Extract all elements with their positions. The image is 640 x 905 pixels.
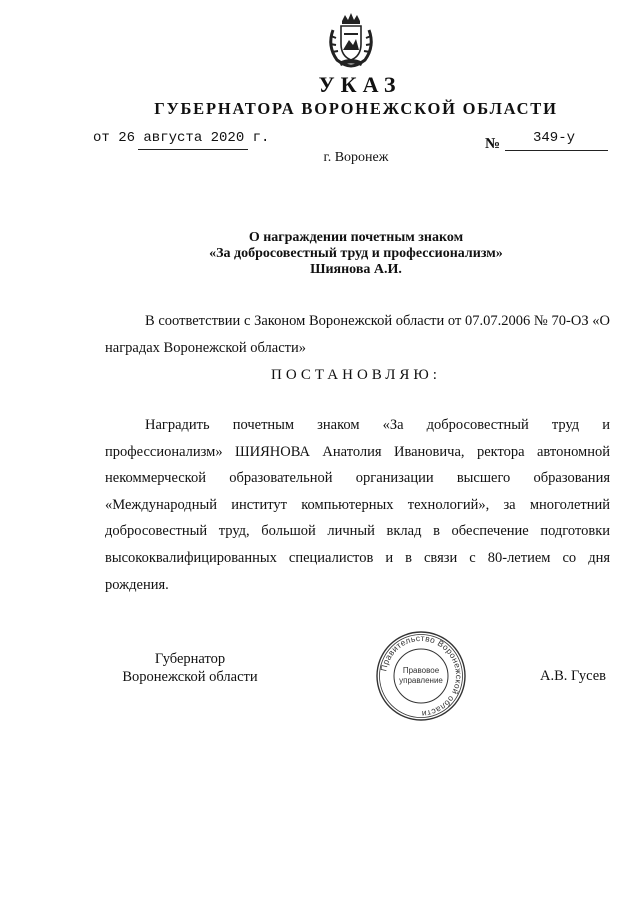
document-subtitle: ГУБЕРНАТОРА ВОРОНЕЖСКОЙ ОБЛАСТИ: [154, 99, 558, 118]
stamp-inner-line: Правовое: [402, 666, 440, 675]
signatory-position: [105, 650, 275, 686]
stamp-outer-text: Правительство Воронежской области: [378, 632, 465, 720]
resolution-word: ПОСТАНОВЛЯЮ:: [271, 367, 441, 383]
document-subject: [0, 230, 640, 278]
city: г. Воронеж: [323, 150, 389, 165]
subject-line: Шиянова А.И.: [310, 262, 402, 277]
position-line: Губернатор: [154, 651, 226, 667]
signatory-name: А.В. Гусев: [540, 668, 606, 684]
decree-text: Наградить почетным знаком «За добросовестный труд и профессионализм» ШИЯНОВА Анатолия Ивановича, ректора автономной некоммерческой образовательной организации высшего образования «Международный институт компьютерных технологий», за многолетний добросовестный труд, большой личный вклад в обеспечение подготовки высококвалифицированных специалистов и в связи с 80-летием со дня рождения.: [105, 417, 610, 593]
number-label: №: [485, 136, 501, 152]
coat-of-arms-icon: [325, 12, 377, 68]
stamp-inner-line: управление: [399, 676, 443, 685]
document-number: 349-у: [533, 130, 576, 146]
subject-line: «За добросовестный труд и профессионализм»: [209, 246, 503, 261]
date-field: [93, 130, 269, 146]
preamble: [105, 308, 610, 361]
decree-body: [105, 412, 610, 598]
date-text: от 26 августа 2020 г.: [93, 130, 270, 146]
subject-line: О награждении почетным знаком: [248, 230, 464, 245]
preamble-text: В соответствии с Законом Воронежской области от 07.07.2006 № 70-ОЗ «О наградах Воронежской области»: [105, 313, 610, 356]
document-title: УКАЗ: [318, 72, 402, 97]
stamp-seal: [375, 630, 467, 722]
position-line: Воронежской области: [122, 669, 258, 685]
